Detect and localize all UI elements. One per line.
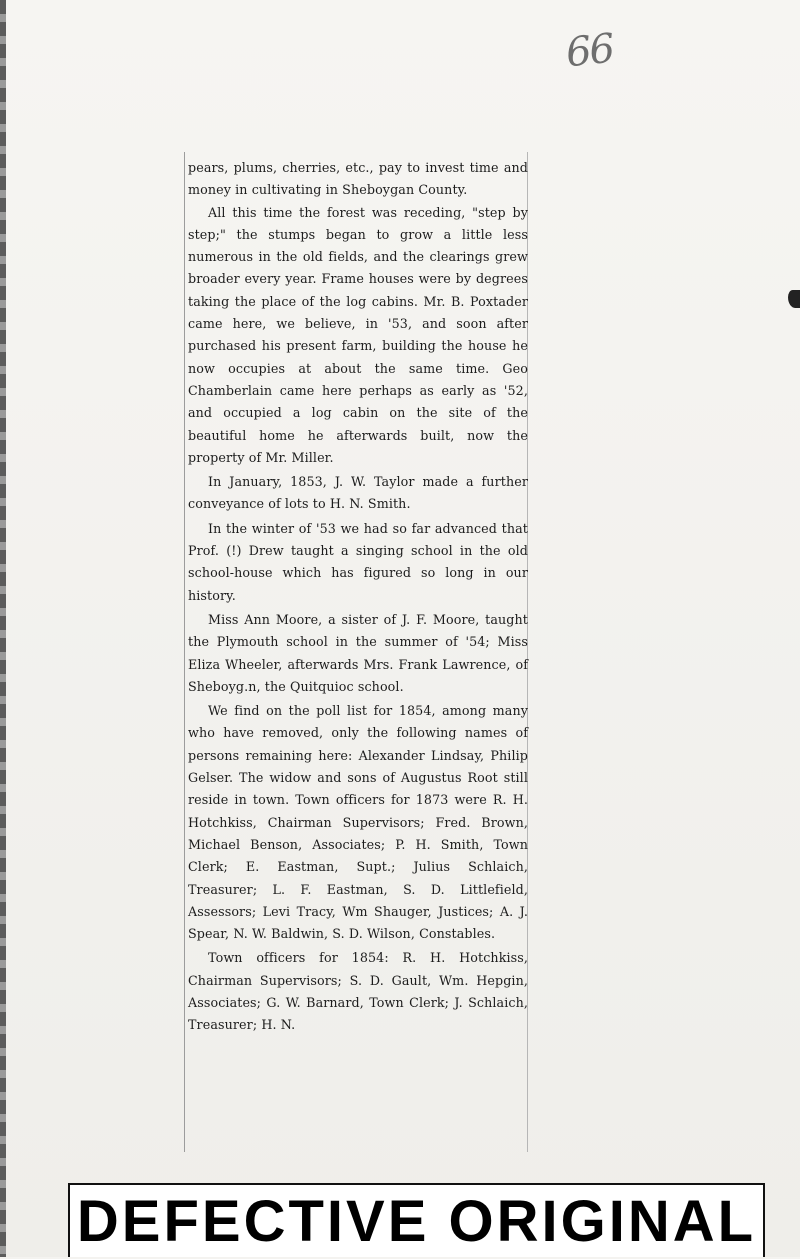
paragraph-6: We find on the poll list for 1854, among many who have removed, only the following names of persons remaining here: Alexander Lindsay, Philip Gelser. The widow and sons of Augustus Root still reside in town. Town officers for 1873 were R. H. Hotchkiss, Chairman Supervisors; Fred. Brown, Michael Benson, Associates; P. H. Smith, Town Clerk; E. Eastman, Supt.; Julius Schlaich, Treasurer; L. F. Eastman, S. D. Littlefield, Assessors; Levi Tracy, Wm Shauger, Justices; A. J. Spear, N. W. Baldwin, S. D. Wilson, Constables.	[188, 703, 528, 942]
page-left-edge	[0, 0, 6, 1257]
banner-text: DEFECTIVE ORIGINAL	[76, 1189, 757, 1254]
paragraph-1: pears, plums, cherries, etc., pay to invest time and money in cultivating in Sheboygan County.	[188, 160, 528, 198]
paragraph-7: Town officers for 1854: R. H. Hotchkiss, Chairman Supervisors; S. D. Gault, Wm. Hepgin, Associates; G. W. Barnard, Town Clerk; J. Schlaich, Treasurer; H. N.	[188, 950, 528, 1033]
handwritten-page-number: 66	[563, 25, 616, 77]
edge-mark	[788, 290, 800, 308]
paragraph-2: All this time the forest was receding, "step by step;" the stumps began to grow a little less numerous in the old fields, and the clearings grew broader every year. Frame houses were by degrees taking the place of the log cabins. Mr. B. Poxtader came here, we believe, in '53, and soon after purchased his present farm, building the house he now occupies at about the same time. Geo Chamberlain came here perhaps as early as '52, and occupied a log cabin on the site of the beautiful home he afterwards built, now the property of Mr. Miller.	[188, 204, 528, 465]
paragraph-3: In January, 1853, J. W. Taylor made a further conveyance of lots to H. N. Smith.	[188, 474, 528, 512]
paragraph-4: In the winter of '53 we had so far advanced that Prof. (!) Drew taught a singing school in the old school-house which has figured so long in our history.	[188, 520, 528, 603]
defective-original-banner	[68, 1183, 765, 1257]
paragraph-5: Miss Ann Moore, a sister of J. F. Moore, taught the Plymouth school in the summer of '54; Miss Eliza Wheeler, afterwards Mrs. Frank Lawrence, of Sheboyg.n, the Quitquioc school.	[188, 611, 528, 694]
newspaper-clipping	[188, 157, 528, 1037]
